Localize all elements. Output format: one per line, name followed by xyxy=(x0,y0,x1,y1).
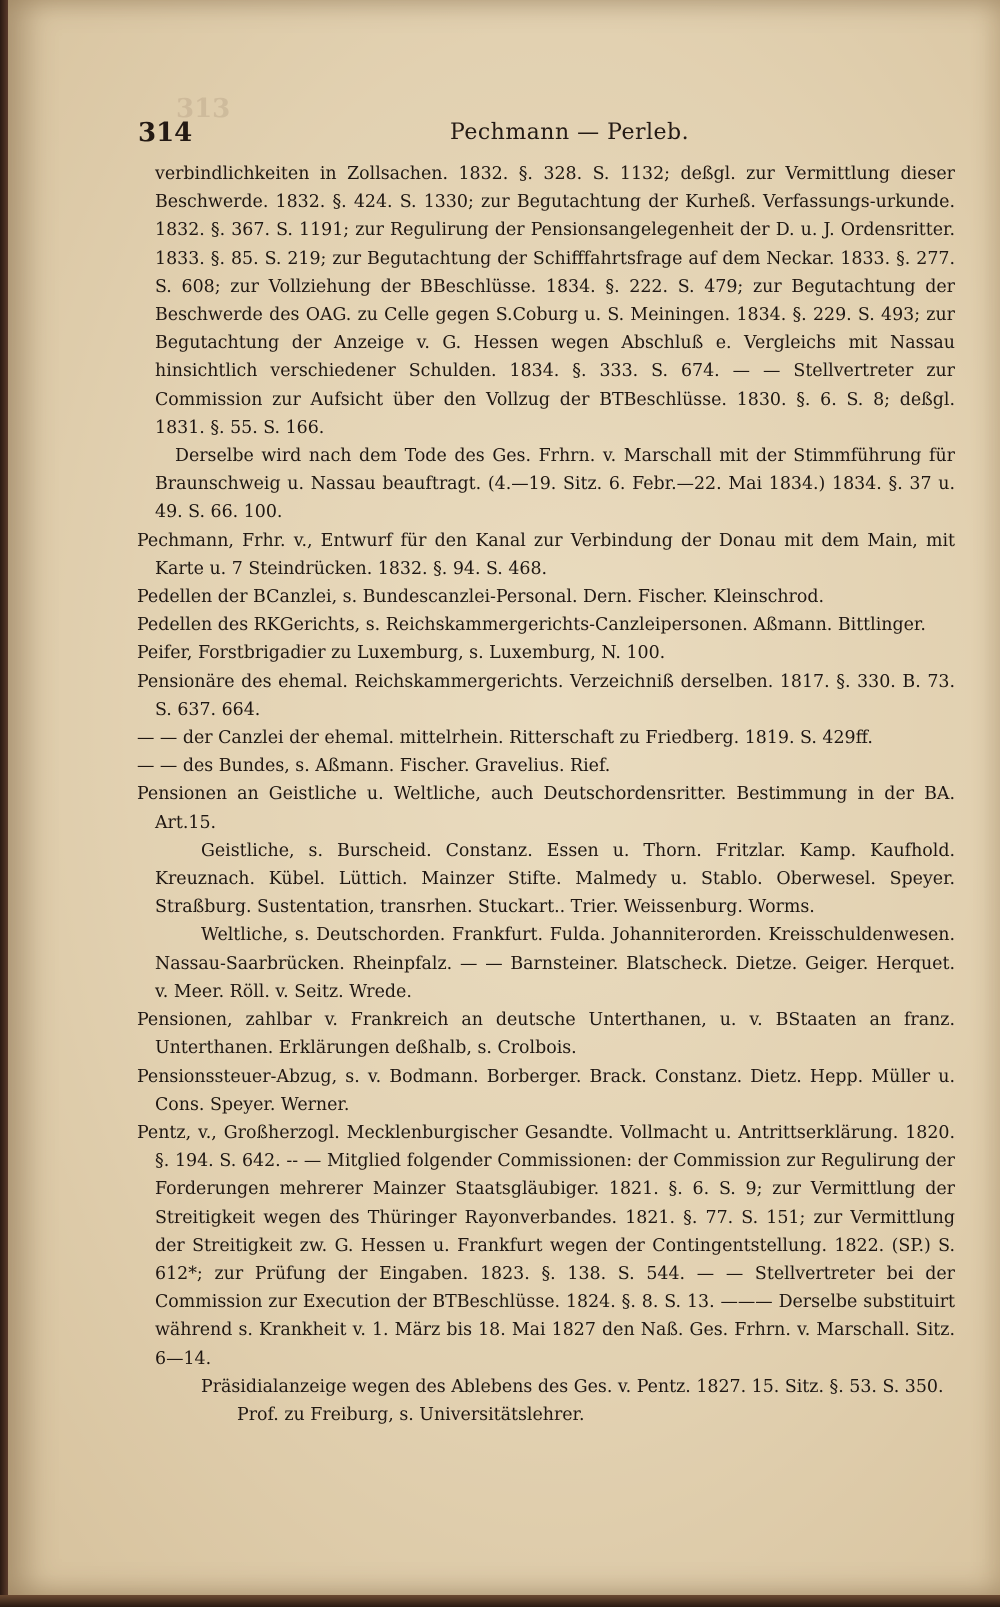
entry-continuation: verbindlichkeiten in Zollsachen. 1832. §. 328. S. 1132; deßgl. zur Vermittlung dieser Beschwerde. 1832. §. 424. S. 1330; zur Begutachtung der Kurheß. Verfassungs-urkunde. 1832. §. 367. S. 1191; zur Regulirung der Pensionsangelegenheit der D. u. J. Ordensritter. 1833. §. 85. S. 219; zur Begutachtung der Schifffahrtsfrage auf dem Neckar. 1833. §. 277. S. 608; zur Vollziehung der BBeschlüsse. 1834. §. 222. S. 479; zur Begutachtung der Beschwerde des OAG. zu Celle gegen S.Coburg u. S. Meiningen. 1834. §. 229. S. 493; zur Begutachtung der Anzeige v. G. Hessen wegen Abschluß e. Vergleichs mit Nassau hinsichtlich verschiedener Schulden. 1834. §. 333. S. 674. — — Stellvertreter zur Commission zur Aufsicht über den Vollzug der BTBeschlüsse. 1830. §. 6. S. 8; deßgl. 1831. §. 55. S. 166. xyxy=(155,164,955,438)
entry-note-derselbe: Derselbe wird nach dem Tode des Ges. Frhrn. v. Marschall mit der Stimmführung für Braunschweig u. Nassau beauftragt. (4.—19. Sitz. 6. Febr.—22. Mai 1834.) 1834. §. 37 u. 49. S. 66. 100. xyxy=(155,446,955,523)
entry-pedellen-bcanzlei: Pedellen der BCanzlei, s. Bundescanzlei-Personal. Dern. Fischer. Kleinschrod. xyxy=(137,587,824,608)
entry-pensionaere-canzlei: — — der Canzlei der ehemal. mittelrhein. Ritterschaft zu Friedberg. 1819. S. 429ff. xyxy=(137,728,873,749)
index-text xyxy=(137,160,955,1429)
entry-pechmann: Pechmann, Frhr. v., Entwurf für den Kanal zur Verbindung der Donau mit dem Main, mit Karte u. 7 Steindrücken. 1832. §. 94. S. 468. xyxy=(137,530,955,579)
entry-pensionen: Pensionen an Geistliche u. Weltliche, auch Deutschordensritter. Bestimmung in der BA. Art.15. xyxy=(137,784,955,833)
entry-praesidialanzeige: Präsidialanzeige wegen des Ablebens des Ges. v. Pentz. 1827. 15. Sitz. §. 53. S. 350. xyxy=(201,1376,944,1397)
entry-peifer: Peifer, Forstbrigadier zu Luxemburg, s. Luxemburg, N. 100. xyxy=(137,643,666,664)
entry-pensionaere: Pensionäre des ehemal. Reichskammergerichts. Verzeichniß derselben. 1817. §. 330. B. 73. S. 637. 664. xyxy=(137,671,955,720)
book-spine xyxy=(0,0,8,1607)
bleed-through-number: 313 xyxy=(176,94,231,124)
entry-pentz: Pentz, v., Großherzogl. Mecklenburgischer Gesandte. Vollmacht u. Antrittserklärung. 1820. §. 194. S. 642. -- — Mitglied folgender Commissionen: der Commission zur Regulirung der Forderungen mehrerer Mainzer Staatsgläubiger. 1821. §. 6. S. 9; zur Vermittlung der Streitigkeit wegen des Thüringer Rayonverbandes. 1821. §. 77. S. 151; zur Vermittlung der Streitigkeit zw. G. Hessen u. Frankfurt wegen der Contingentstellung. 1822. (SP.) S. 612*; zur Prüfung der Eingaben. 1823. §. 138. S. 544. — — Stellvertreter bei der Commission zur Execution der BTBeschlüsse. 1824. §. 8. S. 13. ——— Derselbe substituirt während s. Krankheit v. 1. März bis 18. Mai 1827 den Naß. Ges. Frhrn. v. Marschall. Sitz. 6—14. xyxy=(137,1122,955,1369)
page-bottom-edge xyxy=(0,1595,1000,1607)
entry-pensionen-geistliche: Geistliche, s. Burscheid. Constanz. Essen u. Thorn. Fritzlar. Kamp. Kaufhold. Kreuznach. Kübel. Lüttich. Mainzer Stifte. Malmedy u. Stablo. Oberwesel. Speyer. Straßburg. Sustentation, transrhen. Stuckart.. Trier. Weissenburg. Worms. xyxy=(155,840,955,918)
entry-pedellen-rkgericht: Pedellen des RKGerichts, s. Reichskammergerichts-Canzleipersonen. Aßmann. Bittlinger. xyxy=(137,615,926,636)
entry-pensionen-frankreich: Pensionen, zahlbar v. Frankreich an deutsche Unterthanen, u. v. BStaaten an franz. Unterthanen. Erklärungen deßhalb, s. Crolbois. xyxy=(137,1010,955,1059)
entry-prof-freiburg: Prof. zu Freiburg, s. Universitätslehrer. xyxy=(237,1404,585,1425)
entry-pensionaere-bundes: — — des Bundes, s. Aßmann. Fischer. Gravelius. Rief. xyxy=(137,756,611,777)
entry-pensionen-weltliche: Weltliche, s. Deutschorden. Frankfurt. Fulda. Johanniterorden. Kreisschuldenwesen. Nassau-Saarbrücken. Rheinpfalz. — — Barnsteiner. Blatscheck. Dietze. Geiger. Herquet. v. Meer. Röll. v. Seitz. Wrede. xyxy=(155,925,955,1002)
page-header xyxy=(130,112,960,152)
running-head: Pechmann — Perleb. xyxy=(450,120,690,145)
page-number: 314 xyxy=(138,118,193,148)
entry-pensionssteuer: Pensionssteuer-Abzug, s. v. Bodmann. Borberger. Brack. Constanz. Dietz. Hepp. Müller u. Cons. Speyer. Werner. xyxy=(137,1066,955,1115)
